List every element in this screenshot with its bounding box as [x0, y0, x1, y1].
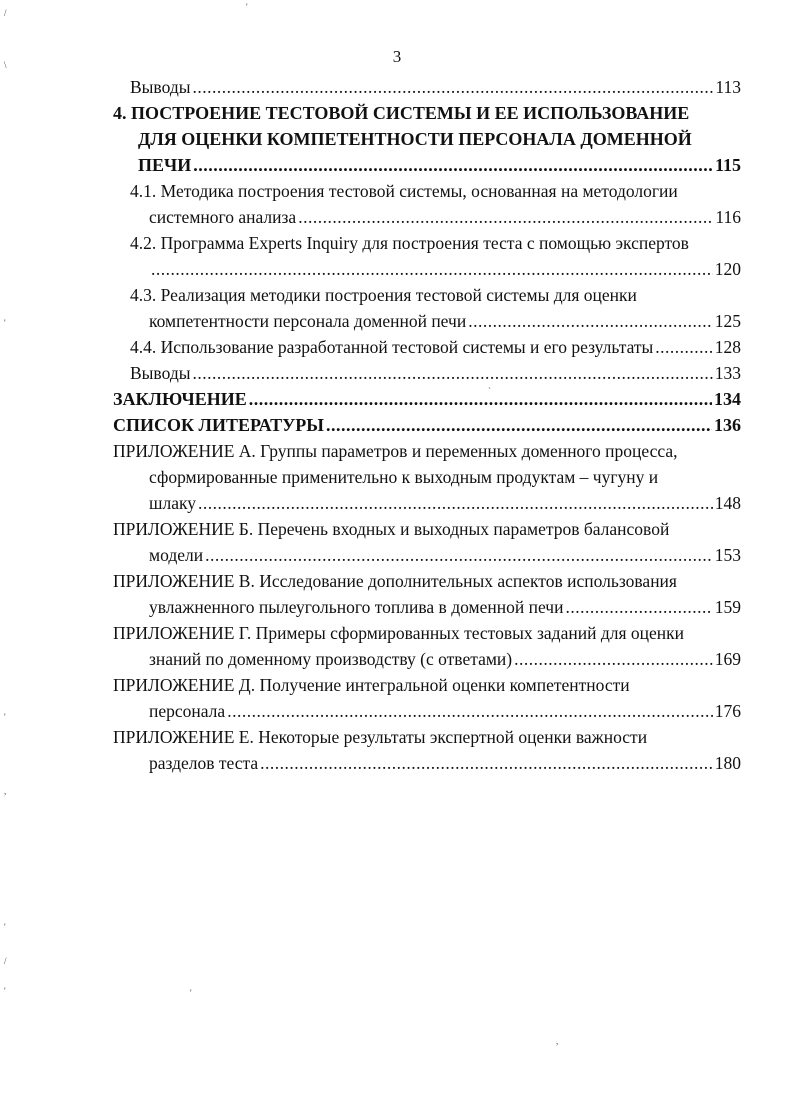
toc-entry-appendix-v[interactable]	[113, 594, 741, 620]
scan-speck: '	[246, 2, 248, 12]
toc-appendix-a-line2[interactable]: сформированные применительно к выходным продуктам – чугуну и	[149, 467, 659, 487]
scan-speck: '	[190, 988, 192, 998]
toc-chapter4-line1[interactable]: 4. ПОСТРОЕНИЕ ТЕСТОВОЙ СИСТЕМЫ И ЕЕ ИСПОЛЬЗОВАНИЕ	[113, 103, 690, 123]
scan-speck: `	[488, 386, 491, 396]
toc-appendix-a-line1[interactable]: ПРИЛОЖЕНИЕ А. Группы параметров и переменных доменного процесса,	[113, 441, 678, 461]
toc-appendix-d-line1[interactable]: ПРИЛОЖЕНИЕ Д. Получение интегральной оценки компетентности	[113, 675, 630, 695]
scan-speck: \	[4, 60, 7, 70]
dot-leader	[192, 360, 712, 386]
dot-leader	[205, 542, 713, 568]
dot-leader	[655, 334, 712, 360]
toc-appendix-e-line1[interactable]: ПРИЛОЖЕНИЕ Е. Некоторые результаты экспертной оценки важности	[113, 727, 648, 747]
toc-entry-title: Выводы	[130, 363, 191, 383]
scan-speck: ,	[4, 786, 7, 796]
scan-speck: '	[4, 986, 6, 996]
toc-entry-page: 113	[715, 77, 741, 97]
toc-entry-appendix-g[interactable]	[113, 646, 741, 672]
toc-entry-conclusion[interactable]	[113, 386, 741, 412]
scan-speck: '	[4, 712, 6, 722]
toc-entry-page: 169	[714, 649, 741, 669]
toc-entry-title: компетентности персонала доменной печи	[149, 311, 467, 331]
toc-entry-page: 136	[714, 415, 741, 435]
scan-speck: /	[4, 8, 7, 18]
toc-entry-page: 120	[714, 259, 741, 279]
toc-entry-title: модели	[149, 545, 204, 565]
toc-appendix-v-line1[interactable]: ПРИЛОЖЕНИЕ В. Исследование дополнительных аспектов использования	[113, 571, 677, 591]
toc-entry-title: ПЕЧИ	[138, 155, 192, 175]
toc-entry-title: 4.4. Использование разработанной тестовой системы и его результаты	[130, 337, 654, 357]
toc-entry-title: увлажненного пылеугольного топлива в доменной печи	[149, 597, 564, 617]
toc-entry-title: знаний по доменному производству (с ответами)	[149, 649, 513, 669]
toc-entry-title: разделов теста	[149, 753, 259, 773]
toc-entry-appendix-e[interactable]	[113, 750, 741, 776]
toc-entry-page: 115	[714, 155, 741, 175]
dot-leader	[198, 490, 713, 516]
scan-speck: '	[4, 922, 6, 932]
scan-speck: '	[4, 318, 6, 328]
dot-leader	[565, 594, 712, 620]
toc-section-4-2-line1[interactable]: 4.2. Программа Experts Inquiry для построения теста с помощью экспертов	[130, 233, 689, 253]
toc-entry-title: шлаку	[149, 493, 196, 513]
scan-speck: /	[4, 956, 7, 966]
table-of-contents	[113, 74, 741, 776]
toc-entry-section-4-1[interactable]	[113, 204, 741, 230]
dot-leader	[227, 698, 713, 724]
toc-entry-chapter4[interactable]	[113, 152, 741, 178]
dot-leader	[193, 152, 713, 178]
toc-entry-page: 148	[714, 493, 741, 513]
toc-entry-title: СПИСОК ЛИТЕРАТУРЫ	[113, 415, 324, 435]
toc-entry-references[interactable]	[113, 412, 741, 438]
toc-entry-page: 159	[714, 597, 741, 617]
toc-entry-title: Выводы	[130, 77, 191, 97]
toc-section-4-1-line1[interactable]: 4.1. Методика построения тестовой системы, основанная на методологии	[130, 181, 678, 201]
toc-entry-page: 128	[714, 337, 741, 357]
dot-leader	[192, 74, 713, 100]
toc-entry-page: 116	[715, 207, 741, 227]
toc-entry-page: 133	[714, 363, 741, 383]
toc-chapter4-line2[interactable]: ДЛЯ ОЦЕНКИ КОМПЕТЕНТНОСТИ ПЕРСОНАЛА ДОМЕННОЙ	[138, 129, 692, 149]
scan-speck: ,	[556, 1036, 559, 1046]
dot-leader	[151, 256, 713, 282]
dot-leader	[298, 204, 713, 230]
toc-entry-conclusions-ch4[interactable]	[113, 360, 741, 386]
toc-entry-appendix-d[interactable]	[113, 698, 741, 724]
dot-leader	[260, 750, 713, 776]
toc-section-4-3-line1[interactable]: 4.3. Реализация методики построения тестовой системы для оценки	[130, 285, 637, 305]
toc-entry-section-4-4[interactable]	[113, 334, 741, 360]
toc-entry-conclusions-ch3[interactable]	[113, 74, 741, 100]
toc-entry-page: 125	[714, 311, 741, 331]
dot-leader	[468, 308, 713, 334]
toc-entry-appendix-a[interactable]	[113, 490, 741, 516]
toc-entry-page: 134	[714, 389, 741, 409]
toc-entry-appendix-b[interactable]	[113, 542, 741, 568]
dot-leader	[514, 646, 713, 672]
toc-entry-page: 153	[714, 545, 741, 565]
toc-entry-title: персонала	[149, 701, 226, 721]
dot-leader	[249, 386, 712, 412]
toc-entry-section-4-2[interactable]	[113, 256, 741, 282]
page-number: 3	[392, 47, 402, 66]
dot-leader	[326, 412, 712, 438]
toc-entry-section-4-3[interactable]	[113, 308, 741, 334]
toc-appendix-b-line1[interactable]: ПРИЛОЖЕНИЕ Б. Перечень входных и выходных параметров балансовой	[113, 519, 670, 539]
toc-appendix-g-line1[interactable]: ПРИЛОЖЕНИЕ Г. Примеры сформированных тестовых заданий для оценки	[113, 623, 684, 643]
toc-entry-title: ЗАКЛЮЧЕНИЕ	[113, 389, 247, 409]
toc-entry-page: 180	[714, 753, 741, 773]
toc-entry-page: 176	[714, 701, 741, 721]
toc-entry-title: системного анализа	[149, 207, 297, 227]
